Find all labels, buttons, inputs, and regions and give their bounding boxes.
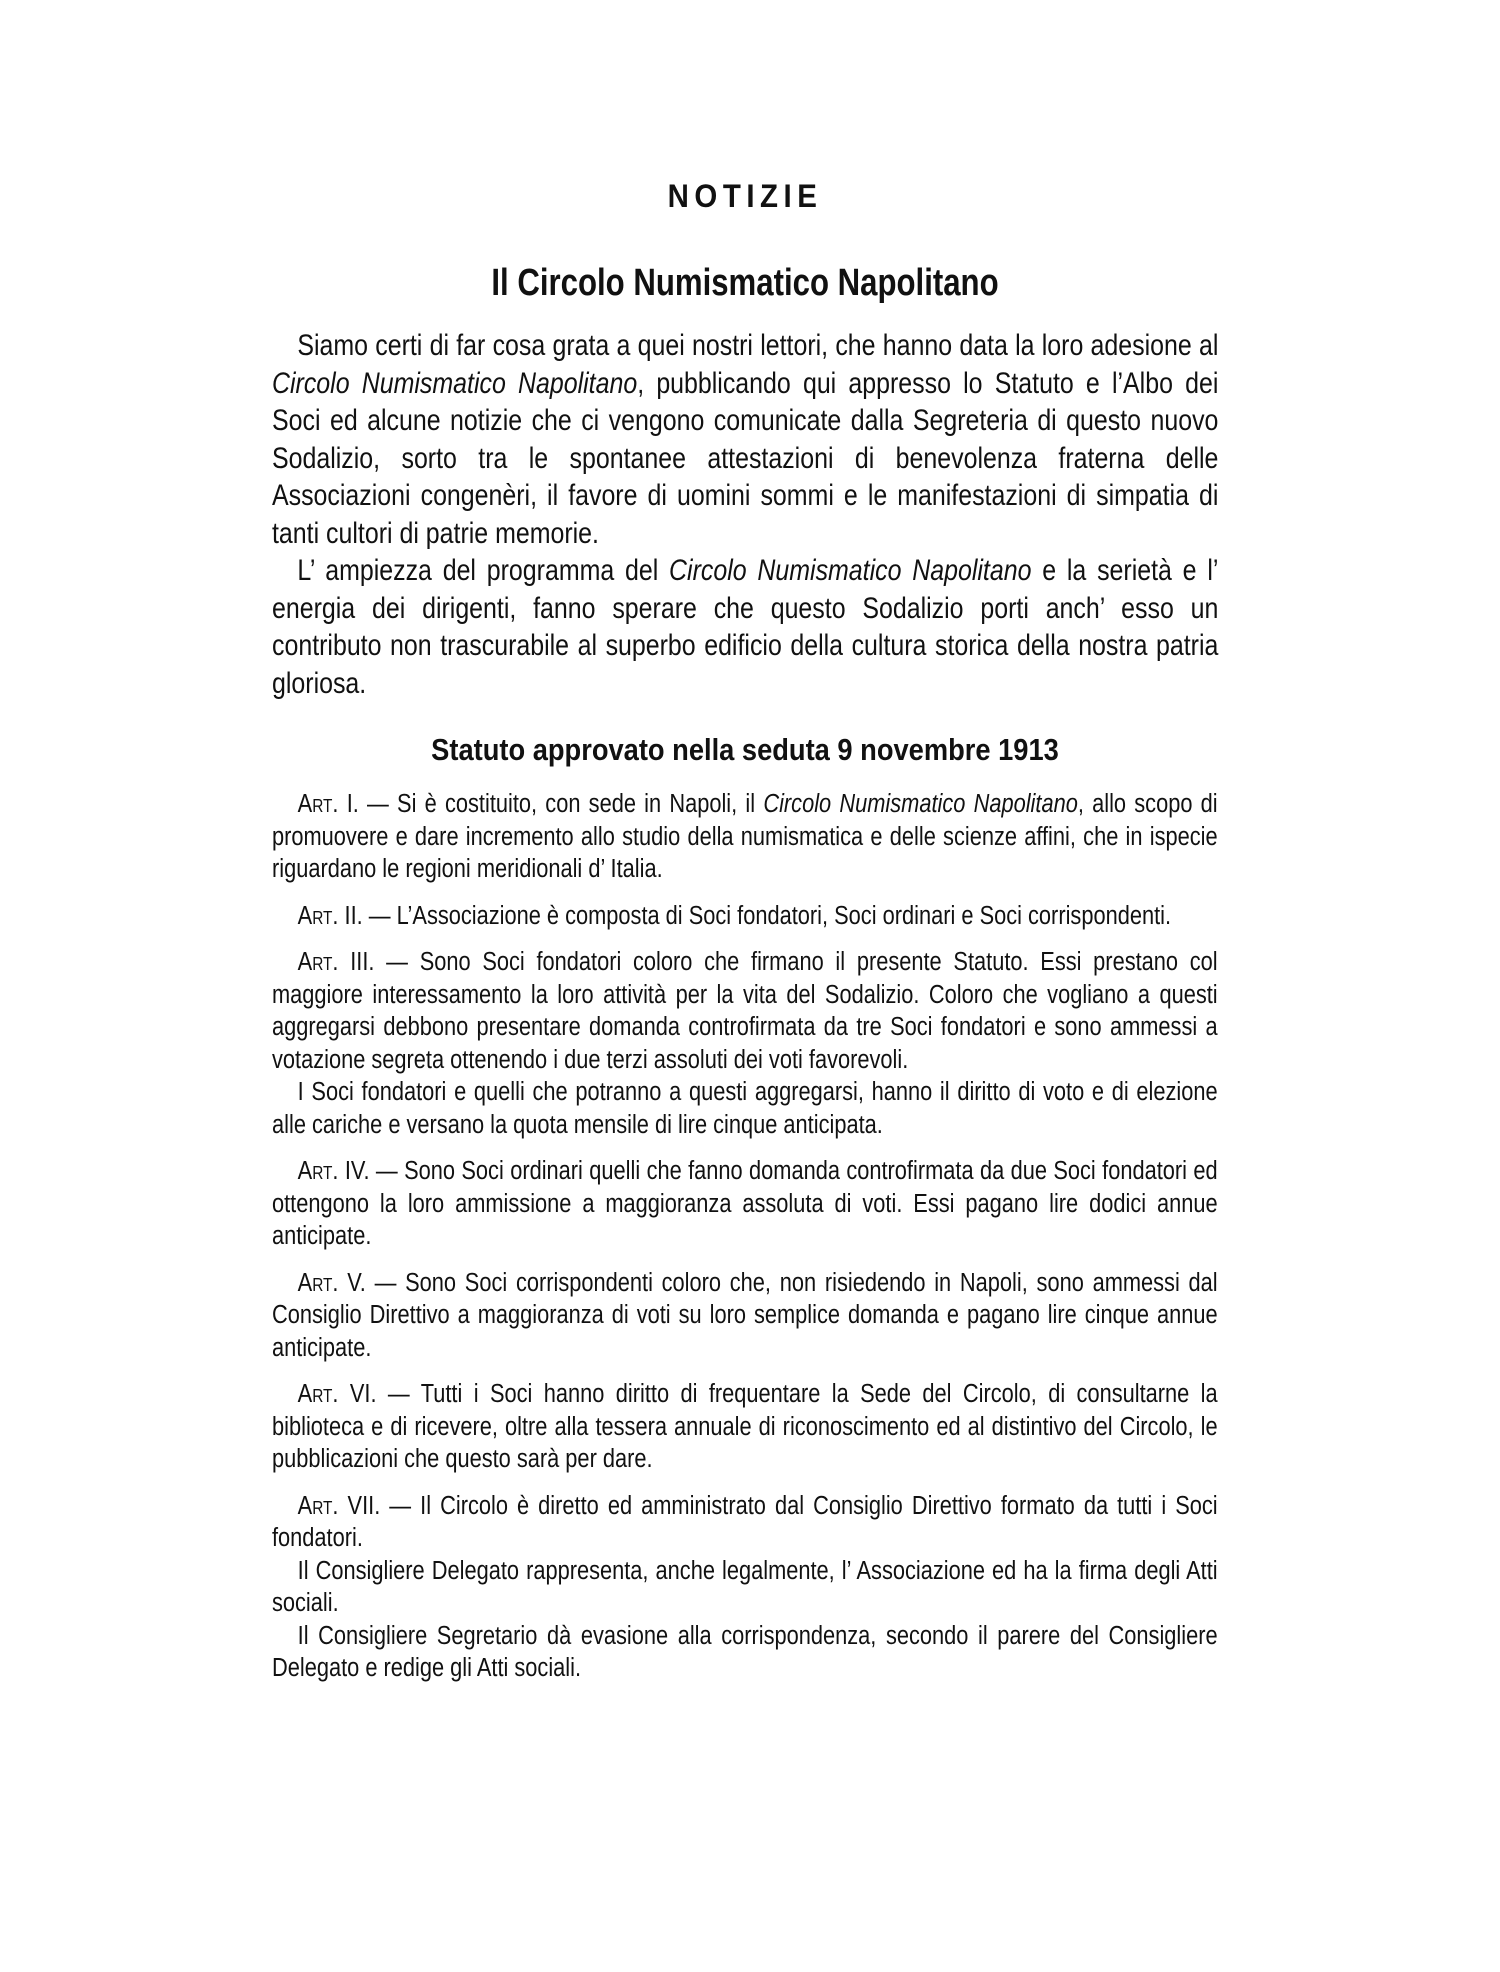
- article-7-paragraph-2: Il Consigliere Delegato rappresenta, anche legalmente, l’ Associazione ed ha la firma degli Atti sociali.: [272, 1556, 1218, 1617]
- article-3: [272, 946, 1218, 1076]
- article-3-paragraph-2: I Soci fondatori e quelli che potranno a questi aggregarsi, hanno il diritto di voto e di elezione alle cariche e versano la quota mensile di lire cinque anticipata.: [272, 1078, 1218, 1139]
- article-1: [272, 788, 1218, 886]
- italic-society-name: Circolo Numismatico Napolitano: [669, 554, 1032, 587]
- statute-section: [272, 788, 1218, 1685]
- article-text: Sono Soci corrispondenti coloro che, non risiedendo in Napoli, sono ammessi dal Consiglio Direttivo a maggioranza di voti su loro semplice domanda e pagano lire cinque annue anticipate.: [272, 1268, 1218, 1362]
- intro-section: [272, 327, 1218, 702]
- article-6: [272, 1378, 1218, 1476]
- article-label: Art. II. —: [297, 901, 391, 930]
- article-5: [272, 1267, 1218, 1365]
- article-label: Art. IV. —: [297, 1157, 398, 1185]
- article-text: , allo scopo di promuovere e dare incremento allo studio della numismatica e delle scienze affini, che in ispecie riguardano le regioni meridionali d’ Italia.: [272, 790, 1218, 883]
- article-7: [272, 1490, 1218, 1555]
- intro-text: e la serietà e l’ energia dei dirigenti, fanno sperare che questo Sodalizio porti anch’ esso un contributo non trascurabile al superbo edificio della cultura storica della nostra patria gloriosa.: [272, 554, 1219, 700]
- article-label: Art. VI. —: [297, 1380, 410, 1408]
- article-2: [272, 900, 1218, 933]
- article-text: Tutti i Soci hanno diritto di frequentare la Sede del Circolo, di consultarne la biblioteca e di ricevere, oltre alla tessera annuale di riconoscimento ed al distintivo del Circolo, le pubblicazioni che questo sarà per dare.: [272, 1380, 1218, 1473]
- article-label: Art. III. —: [297, 948, 408, 976]
- italic-society-name: Circolo Numismatico Napolitano: [272, 366, 638, 400]
- document-page: [272, 170, 1218, 1685]
- article-7-paragraph-3: Il Consigliere Segretario dà evasione alla corrispondenza, secondo il parere del Consigliere Delegato e redige gli Atti sociali.: [272, 1621, 1218, 1682]
- article-label: Art. VII. —: [297, 1491, 412, 1520]
- article-text: Sono Soci fondatori coloro che firmano il presente Statuto. Essi prestano col maggiore interessamento la loro attività per la vita del Sodalizio. Coloro che vogliano a questi aggregarsi debbono presentare domanda controfirmata da tre Soci fondatori e sono ammessi a votazione segreta ottenendo i due terzi assoluti dei voti favorevoli.: [272, 948, 1218, 1074]
- article-4: [272, 1155, 1218, 1253]
- article-title: Il Circolo Numismatico Napolitano: [491, 262, 999, 304]
- article-label: Art. I. —: [297, 790, 389, 818]
- statute-heading: Statuto approvato nella seduta 9 novembre 1913: [431, 732, 1059, 767]
- article-text: Sono Soci ordinari quelli che fanno domanda controfirmata da due Soci fondatori ed ottengono la loro ammissione a maggioranza assoluta di voti. Essi pagano lire dodici annue anticipate.: [272, 1157, 1218, 1250]
- article-label: Art. V. —: [297, 1268, 397, 1297]
- italic-society-name: Circolo Numismatico Napolitano: [763, 790, 1078, 818]
- intro-paragraph-2: [272, 552, 1218, 702]
- intro-paragraph-1: [272, 327, 1218, 552]
- article-text: Il Circolo è diretto ed amministrato dal Consiglio Direttivo formato da tutti i Soci fondatori.: [272, 1491, 1218, 1552]
- intro-text: Siamo certi di far cosa grata a quei nostri lettori, che hanno data la loro adesione al: [297, 329, 1219, 362]
- article-text: Si è costituito, con sede in Napoli, il: [388, 790, 764, 818]
- intro-text: L’ ampiezza del programma del: [297, 554, 670, 587]
- intro-text: , pubblicando qui appresso lo Statuto e l’Albo dei Soci ed alcune notizie che ci vengono comunicate dalla Segreteria di questo nuovo Sodalizio, sorto tra le spontanee attestazioni di benevolenza fraterna delle Associazioni congenèri, il favore di uomini sommi e le manifestazioni di simpatia di tanti cultori di patrie memorie.: [272, 366, 1219, 550]
- article-text: L’Associazione è composta di Soci fondatori, Soci ordinari e Soci corrispondenti.: [390, 901, 1172, 930]
- section-heading: NOTIZIE: [667, 178, 823, 214]
